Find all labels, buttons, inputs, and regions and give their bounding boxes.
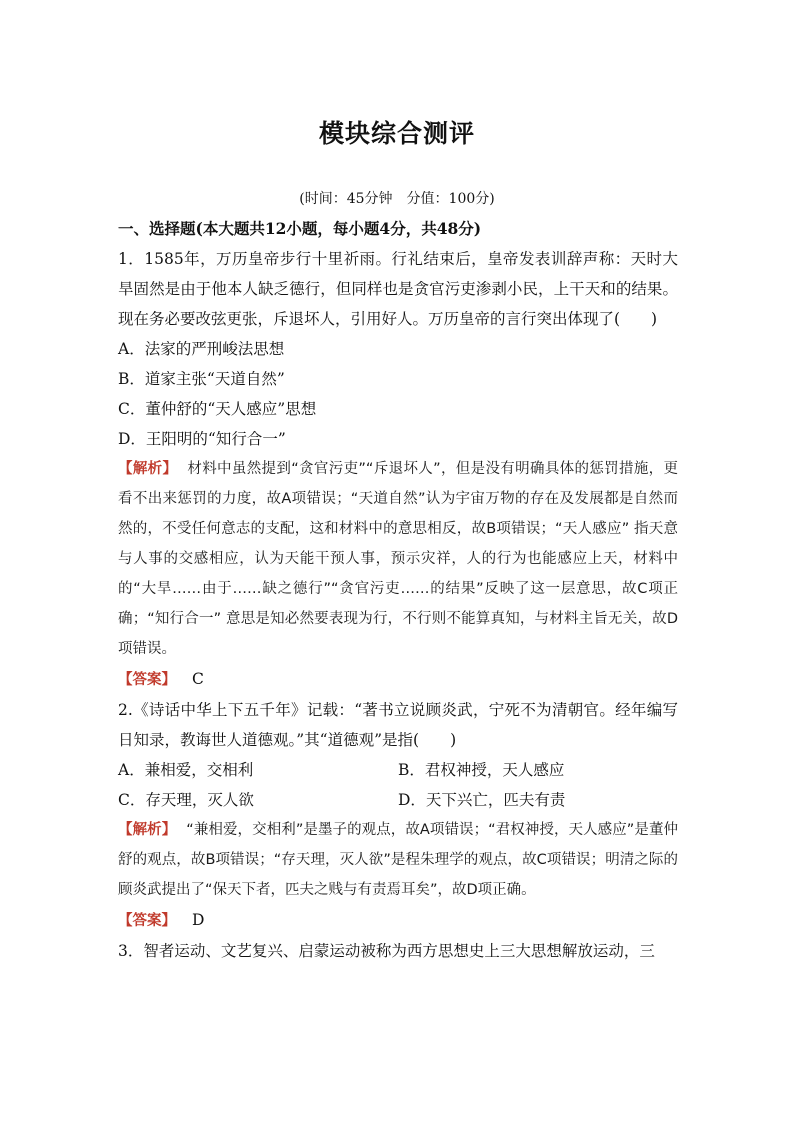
question-1-option-d: D．王阳明的“知行合一” <box>118 430 286 448</box>
question-2-option-b: B．君权神授，天人感应 <box>398 761 565 779</box>
document-body <box>118 214 678 966</box>
question-2-options-row-1 <box>118 755 678 785</box>
question-1-option-a: A．法家的严刑峻法思想 <box>118 340 285 358</box>
question-2-answer-value: D <box>192 911 205 929</box>
question-2-stem: 2.《诗话中华上下五千年》记载：“著书立说顾炎武，宁死不为清朝官。经年编写日知录，教诲世人道德观。”其“道德观”是指( ) <box>118 701 678 749</box>
question-1-answer <box>118 664 678 695</box>
page-title: 模块综合测评 <box>318 119 475 148</box>
answer-tag: 【答案】 <box>118 672 176 688</box>
exam-meta: (时间：45分钟 分值：100分) <box>299 191 495 207</box>
question-2-options-row-2 <box>118 785 678 815</box>
section-heading: 一、选择题(本大题共12小题，每小题4分，共48分) <box>118 219 482 238</box>
answer-tag: 【答案】 <box>118 913 176 929</box>
question-2-option-a: A．兼相爱，交相利 <box>118 761 254 779</box>
question-1-analysis <box>118 454 678 664</box>
question-1-answer-value: C <box>192 670 204 688</box>
question-3-stem: 3．智者运动、文艺复兴、启蒙运动被称为西方思想史上三大思想解放运动，三 <box>118 942 655 960</box>
analysis-tag: 【解析】 <box>118 822 177 838</box>
question-2-option-d: D．天下兴亡，匹夫有责 <box>398 791 566 809</box>
analysis-tag: 【解析】 <box>118 461 178 477</box>
question-2-answer <box>118 905 678 936</box>
question-1-option-c: C．董仲舒的“天人感应”思想 <box>118 400 317 418</box>
question-2-option-c: C．存天理，灭人欲 <box>118 791 254 809</box>
question-2-analysis <box>118 815 678 905</box>
question-2-analysis-text: “兼相爱，交相利”是墨子的观点，故A项错误；“君权神授，天人感应”是董仲舒的观点，故B项错误；“存天理，灭人欲”是程朱理学的观点，故C项错误；明清之际的顾炎武提出了“保天下者，匹夫之贱与有责焉耳矣”，故D项正确。 <box>118 822 679 898</box>
question-1-stem: 1．1585年，万历皇帝步行十里祈雨。行礼结束后，皇帝发表训辞声称：天时大旱固然是由于他本人缺乏德行，但同样也是贪官污吏渗剥小民，上干天和的结果。现在务必要改弦更张，斥退坏人，引用好人。万历皇帝的言行突出体现了( ) <box>118 250 678 328</box>
question-1-analysis-text: 材料中虽然提到“贪官污吏”“斥退坏人”，但是没有明确具体的惩罚措施，更看不出来惩罚的力度，故A项错误；“天道自然”认为宇宙万物的存在及发展都是自然而然的，不受任何意志的支配，这和材料中的意思相反，故B项错误；“天人感应” 指天意与人事的交感相应，认为天能干预人事，预示灾祥，人的行为也能感应上天，材料中的“大旱……由于……缺之德行”“贪官污吏……的结果”反映了这一层意思，故C项正确；“知行合一” 意思是知必然要表现为行，不行则不能算真知，与材料主旨无关，故D项错误。 <box>118 461 679 657</box>
question-1-option-b: B．道家主张“天道自然” <box>118 370 285 388</box>
